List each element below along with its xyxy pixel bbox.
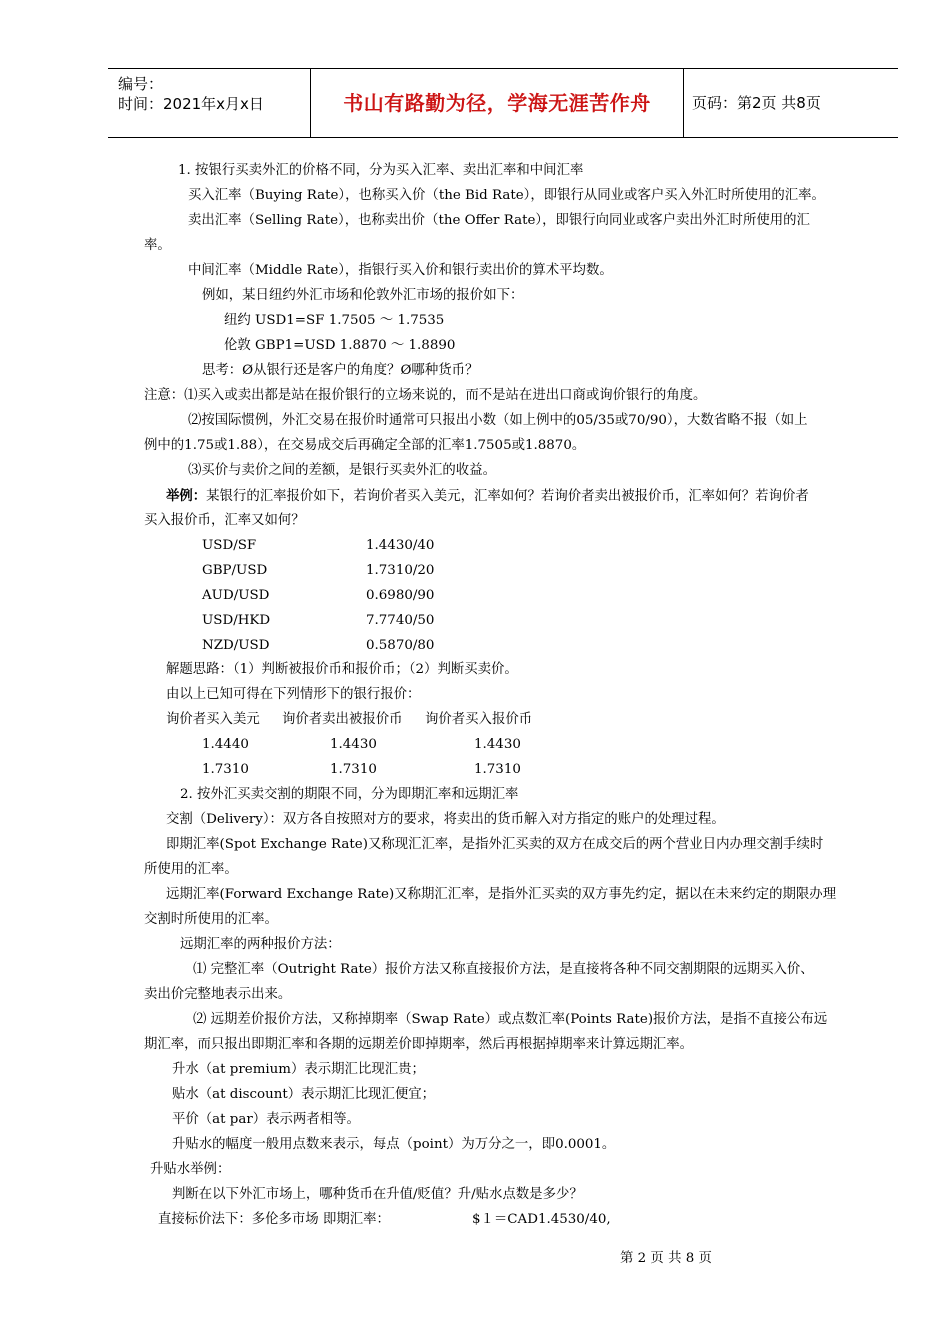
paragraph: 思考：Ø从银行还是客户的角度？Ø哪种货币？ — [202, 363, 479, 378]
rate-pair: USD/SF — [202, 538, 257, 553]
quote-line: 伦敦 GBP1=USD 1.8870 ～ 1.8890 — [224, 338, 456, 353]
note-line: ⑵按国际惯例，外汇交易在报价时通常可只报出小数（如上例中的05/35或70/90），大数省略不报（如上 — [188, 413, 808, 428]
paragraph: 即期汇率(Spot Exchange Rate)又称现汇汇率，是指外汇买卖的双方在成交后的两个营业日内办理交割手续时 — [166, 837, 824, 852]
rate-value: 0.6980/90 — [366, 588, 435, 603]
paragraph: 判断在以下外汇市场上，哪种货币在升值/贬值？升/贴水点数是多少？ — [172, 1187, 583, 1202]
quote-cell: 1.7310 — [330, 762, 377, 777]
paragraph: 期汇率，而只报出即期汇率和各期的远期差价即掉期率，然后再根据掉期率来计算远期汇率。 — [144, 1037, 694, 1052]
paragraph: ⑵ 远期差价报价方法，又称掉期率（Swap Rate）或点数汇率(Points Rate)报价方法，是指不直接公布远 — [193, 1012, 828, 1027]
example-label: 举例： — [166, 488, 207, 504]
paragraph: 交割时所使用的汇率。 — [144, 912, 278, 927]
header-motto: 书山有路勤为径，学海无涯苦作舟 — [311, 69, 684, 137]
note-line: ⑶买价与卖价之间的差额，是银行买卖外汇的收益。 — [188, 463, 496, 478]
quote-cell: 1.7310 — [474, 762, 521, 777]
paragraph: 直接标价法下：多伦多市场 即期汇率： — [158, 1212, 390, 1227]
paragraph: 买入汇率（Buying Rate），也称买入价（the Bid Rate），即银行从同业或客户买入外汇时所使用的汇率。 — [188, 188, 825, 203]
quote-cell: 1.4430 — [474, 737, 521, 752]
quote-cell: 1.4440 — [202, 737, 249, 752]
paragraph: 率。 — [144, 238, 171, 253]
serial-label: 编号： — [118, 75, 164, 93]
time-label: 时间：2021年x月x日 — [118, 95, 264, 113]
example-paragraph — [166, 487, 809, 506]
paragraph: 平价（at par）表示两者相等。 — [172, 1112, 360, 1127]
rate-pair: USD/HKD — [202, 613, 271, 628]
paragraph: 买入报价币，汇率又如何？ — [144, 513, 305, 528]
section-heading-2: 2. 按外汇买卖交割的期限不同，分为即期汇率和远期汇率 — [180, 787, 519, 802]
quote-line: 纽约 USD1=SF 1.7505 ～ 1.7535 — [224, 313, 445, 328]
example-text: 某银行的汇率报价如下，若询价者买入美元，汇率如何？若询价者卖出被报价币，汇率如何？若询价者 — [206, 489, 809, 504]
rate-value: 1.4430/40 — [366, 538, 435, 553]
paragraph: 卖出价完整地表示出来。 — [144, 987, 292, 1002]
page-header — [108, 68, 898, 138]
rate-pair: AUD/USD — [202, 588, 270, 603]
paragraph: 所使用的汇率。 — [144, 862, 238, 877]
paragraph: ⑴ 完整汇率（Outright Rate）报价方法又称直接报价方法，是直接将各种不同交割期限的远期买入价、 — [193, 962, 814, 977]
paragraph: 例如，某日纽约外汇市场和伦敦外汇市场的报价如下： — [202, 288, 524, 303]
paragraph: 交割（Delivery）：双方各自按照对方的要求，将卖出的货币解入对方指定的账户的处理过程。 — [166, 812, 725, 827]
page-footer: 第 2 页 共 8 页 — [620, 1251, 712, 1266]
header-left-cell — [108, 69, 311, 137]
rate-value: 1.7310/20 — [366, 563, 435, 578]
quote-cell: 1.4430 — [330, 737, 377, 752]
paragraph: 远期汇率的两种报价方法： — [180, 937, 341, 952]
rate-value: 0.5870/80 — [366, 638, 435, 653]
paragraph: 中间汇率（Middle Rate），指银行买入价和银行卖出价的算术平均数。 — [188, 263, 613, 278]
paragraph: 由以上已知可得在下列情形下的银行报价： — [166, 687, 421, 702]
paragraph: 远期汇率(Forward Exchange Rate)又称期汇汇率，是指外汇买卖的双方事先约定，据以在未来约定的期限办理 — [166, 887, 837, 902]
paragraph: 贴水（at discount）表示期汇比现汇便宜； — [172, 1087, 436, 1102]
note-line: 例中的1.75或1.88），在交易成交后再确定全部的汇率1.7505或1.8870。 — [144, 438, 586, 453]
paragraph: 升贴水的幅度一般用点数来表示，每点（point）为万分之一，即0.0001。 — [172, 1137, 616, 1152]
quote-header: 询价者买入美元 — [166, 712, 260, 727]
rate-pair: GBP/USD — [202, 563, 268, 578]
rate-expression: $１＝CAD1.4530/40, — [472, 1212, 611, 1227]
paragraph: 升水（at premium）表示期汇比现汇贵； — [172, 1062, 425, 1077]
quote-cell: 1.7310 — [202, 762, 249, 777]
quote-header: 询价者买入报价币 — [425, 712, 533, 727]
note-line: 注意：⑴买入或卖出都是站在报价银行的立场来说的，而不是站在进出口商或询价银行的角度。 — [144, 388, 707, 403]
paragraph: 升贴水举例： — [150, 1162, 231, 1177]
quote-header: 询价者卖出被报价币 — [282, 712, 403, 727]
paragraph: 卖出汇率（Selling Rate），也称卖出价（the Offer Rate），即银行向同业或客户卖出外汇时所使用的汇 — [188, 213, 810, 228]
section-heading-1: 1. 按银行买卖外汇的价格不同，分为买入汇率、卖出汇率和中间汇率 — [178, 163, 584, 178]
paragraph: 解题思路：（1）判断被报价币和报价币；（2）判断买卖价。 — [166, 662, 518, 677]
rate-pair: NZD/USD — [202, 638, 270, 653]
rate-value: 7.7740/50 — [366, 613, 435, 628]
header-page-number: 页码：第2页 共8页 — [692, 94, 821, 112]
